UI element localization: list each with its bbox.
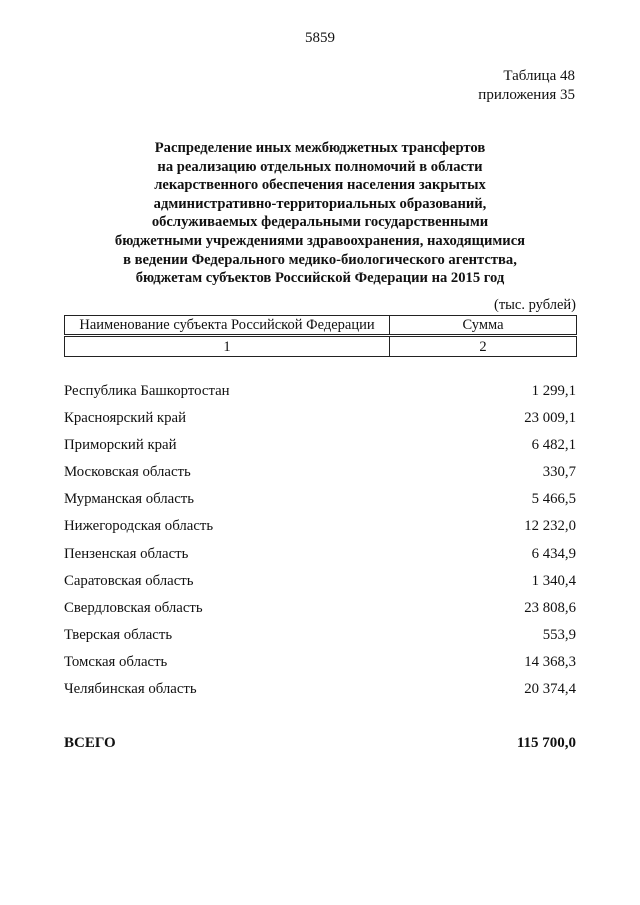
table-reference [478, 67, 575, 105]
region-name: Тверская область [64, 626, 173, 643]
document-title [60, 139, 580, 288]
title-line: Распределение иных межбюджетных трансфертов [154, 140, 486, 156]
column-header-name: Наименование субъекта Российской Федерации [65, 316, 390, 336]
title-line: бюджетам субъектов Российской Федерации на 2015 год [135, 270, 505, 287]
region-name: Саратовская область [64, 572, 194, 589]
table-header [64, 315, 577, 357]
region-amount: 12 232,0 [524, 518, 576, 535]
table-body [64, 381, 576, 706]
table-row [64, 435, 576, 462]
region-amount: 330,7 [542, 464, 576, 481]
table-row [64, 408, 576, 435]
title-line: административно-территориальных образований, [153, 195, 487, 212]
units-label: (тыс. рублей) [494, 297, 576, 313]
region-name: Мурманская область [64, 491, 195, 508]
table-row [64, 544, 576, 571]
table-row [64, 598, 576, 625]
region-name: Красноярский край [64, 410, 187, 427]
region-amount: 20 374,4 [524, 681, 576, 698]
table-row [64, 489, 576, 516]
table-row [64, 652, 576, 679]
region-name: Республика Башкортостан [64, 383, 230, 399]
column-number-1: 1 [65, 336, 390, 357]
appendix-number: приложения 35 [478, 87, 575, 103]
title-line: лекарственного обеспечения населения закрытых [154, 177, 486, 194]
total-row [64, 735, 576, 752]
region-amount: 14 368,3 [524, 653, 576, 670]
title-line: обслуживаемых федеральными государственными [151, 214, 489, 231]
region-name: Нижегородская область [64, 518, 214, 535]
title-line: бюджетными учреждениями здравоохранения, находящимися [114, 232, 526, 249]
table-row [64, 516, 576, 543]
region-amount: 6 482,1 [531, 437, 576, 454]
table-number: Таблица 48 [503, 68, 575, 84]
table-row [64, 462, 576, 489]
region-amount: 553,9 [542, 626, 576, 643]
table-row [64, 679, 576, 706]
region-amount: 5 466,5 [531, 491, 576, 508]
title-line: на реализацию отдельных полномочий в области [157, 158, 483, 175]
region-name: Свердловская область [64, 599, 203, 616]
region-amount: 1 299,1 [531, 383, 576, 399]
region-name: Приморский край [64, 437, 177, 454]
region-amount: 23 009,1 [524, 410, 576, 427]
table-row [64, 571, 576, 598]
region-name: Томская область [64, 653, 168, 670]
column-number-2: 2 [390, 336, 577, 357]
table-row [64, 381, 576, 408]
region-name: Пензенская область [64, 545, 189, 562]
table-row [64, 625, 576, 652]
page-number: 5859 [305, 30, 335, 46]
title-line: в ведении Федерального медико-биологического агентства, [123, 251, 517, 268]
region-name: Челябинская область [64, 681, 197, 698]
region-amount: 23 808,6 [524, 599, 576, 616]
region-amount: 6 434,9 [531, 545, 576, 562]
region-amount: 1 340,4 [531, 572, 576, 589]
region-name: Московская область [64, 464, 191, 481]
column-header-amount: Сумма [390, 316, 577, 336]
total-label: ВСЕГО [64, 735, 116, 751]
total-amount: 115 700,0 [516, 735, 576, 751]
